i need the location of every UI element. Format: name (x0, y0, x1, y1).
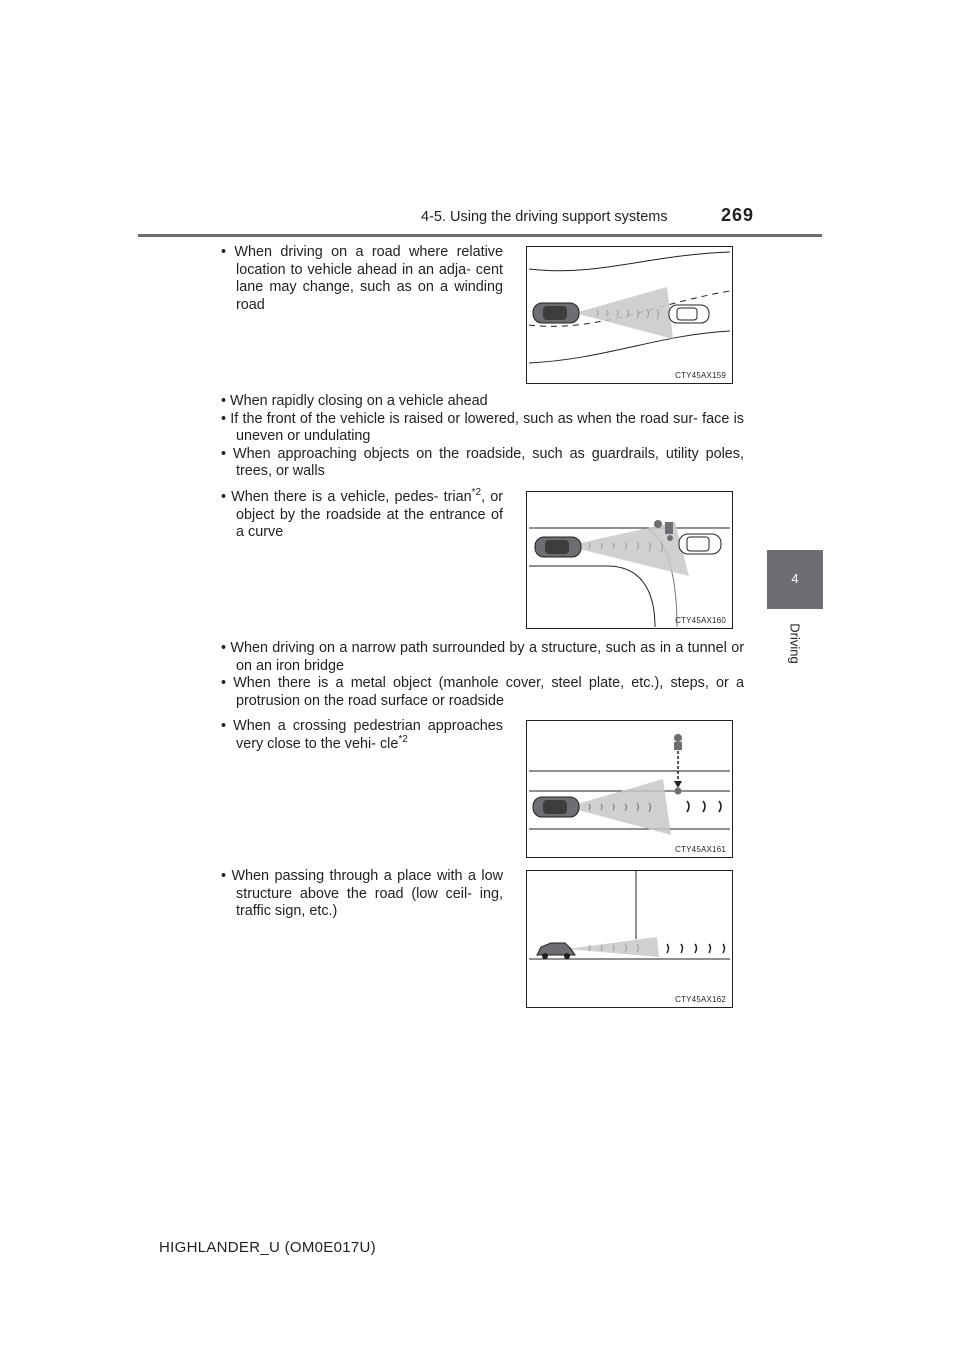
page-number: 269 (721, 205, 755, 225)
item-low-structure: • When passing through a place with a low structure above the road (low ceil- ing, traffic sign, etc.) (221, 868, 503, 919)
bullet-list-2 (221, 640, 744, 710)
figure-crossing-pedestrian (526, 720, 733, 858)
footnote-marker: *2 (398, 733, 408, 745)
chapter-label: Driving (787, 623, 803, 664)
item-crossing-pedestrian: • When a crossing pedestrian approaches very close to the vehi- cle$^{*2}$ (221, 718, 503, 752)
figure-code: CTY45AX160 (675, 616, 726, 625)
list-item: • When there is a metal object (manhole cover, steel plate, etc.), steps, or a protrusion on the road surface or roadside (221, 675, 744, 709)
figure-winding-road (526, 246, 733, 384)
item-winding-road: • When driving on a road where relative location to vehicle ahead in an adja- cent lane may change, such as on a winding road (221, 244, 503, 313)
list-item: • If the front of the vehicle is raised or lowered, such as when the road sur- face is uneven or undulating (221, 410, 744, 444)
footnote-marker: *2 (471, 487, 482, 499)
figure-curve-entrance (526, 491, 733, 629)
figure-code: CTY45AX159 (675, 371, 726, 380)
list-item: • When rapidly closing on a vehicle ahead (221, 393, 488, 409)
figure-code: CTY45AX162 (675, 995, 726, 1004)
header-rule (138, 234, 822, 237)
list-item: • When approaching objects on the roadside, such as guardrails, utility poles, trees, or walls (221, 445, 744, 479)
bullet-list-1 (221, 393, 744, 481)
section-title: 4-5. Using the driving support systems (421, 209, 668, 225)
figure-code: CTY45AX161 (675, 845, 726, 854)
figure-low-structure (526, 870, 733, 1008)
footer-model-code: HIGHLANDER_U (OM0E017U) (159, 1239, 376, 1256)
list-item: • When driving on a narrow path surrounded by a structure, such as in a tunnel or on an iron bridge (221, 640, 744, 674)
item-curve-entrance: • When there is a vehicle, pedes- trian$^{*2}$, or object by the roadside at the entrance of a curve (221, 487, 503, 540)
chapter-number: 4 (791, 571, 799, 586)
